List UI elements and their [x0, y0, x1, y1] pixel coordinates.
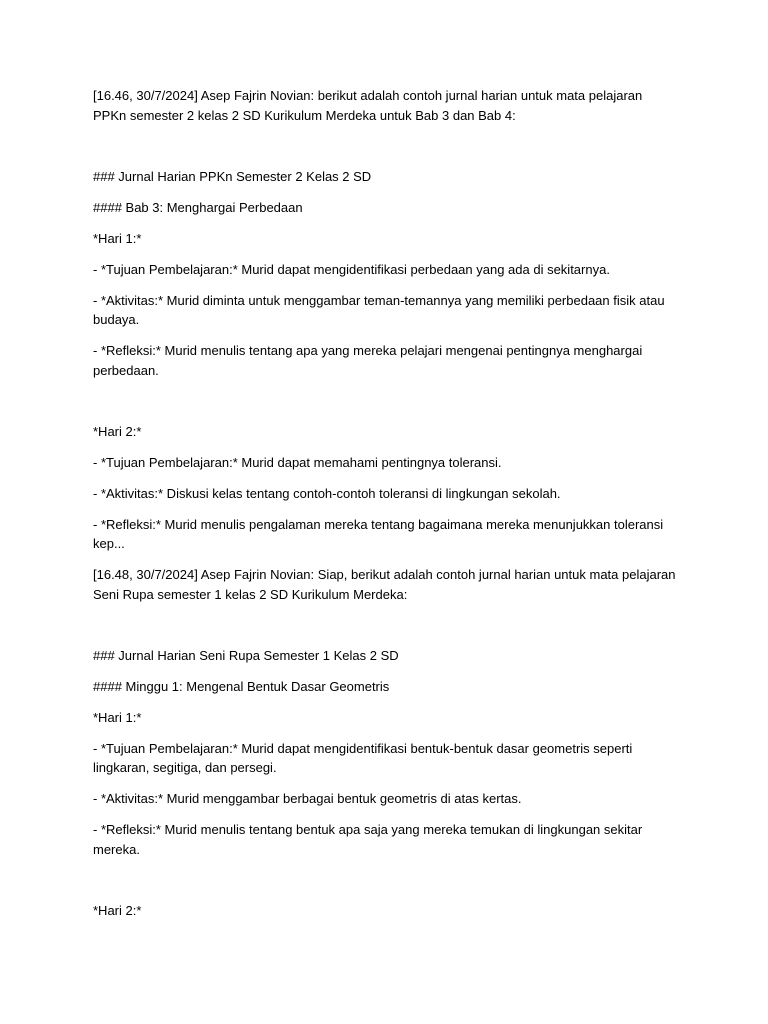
blank-line	[93, 871, 678, 901]
paragraph: *Hari 2:*	[93, 902, 142, 918]
paragraph: #### Bab 3: Menghargai Perbedaan	[93, 199, 303, 215]
paragraph: *Hari 1:*	[93, 230, 142, 246]
paragraph: - *Refleksi:* Murid menulis tentang apa yang mereka pelajari mengenai pentingnya menghargai perbedaan.	[93, 343, 643, 378]
blank-line	[93, 137, 678, 167]
paragraph: [16.48, 30/7/2024] Asep Fajrin Novian: Siap, berikut adalah contoh jurnal harian untuk mata pelajaran Seni Rupa semester 1 kelas 2 SD Kurikulum Merdeka:	[93, 567, 676, 602]
paragraph: - *Aktivitas:* Murid diminta untuk menggambar teman-temannya yang memiliki perbedaan fisik atau budaya.	[93, 292, 665, 327]
paragraph: *Hari 1:*	[93, 709, 142, 725]
paragraph: ### Jurnal Harian PPKn Semester 2 Kelas 2 SD	[93, 168, 372, 184]
blank-line	[93, 616, 678, 646]
paragraph: #### Minggu 1: Mengenal Bentuk Dasar Geometris	[93, 678, 390, 694]
blank-line	[93, 392, 678, 422]
paragraph: [16.46, 30/7/2024] Asep Fajrin Novian: berikut adalah contoh jurnal harian untuk mata pelajaran PPKn semester 2 kelas 2 SD Kurikulum Merdeka untuk Bab 3 dan Bab 4:	[93, 88, 643, 123]
paragraph: - *Aktivitas:* Diskusi kelas tentang contoh-contoh toleransi di lingkungan sekolah.	[93, 485, 561, 501]
paragraph: - *Tujuan Pembelajaran:* Murid dapat memahami pentingnya toleransi.	[93, 454, 502, 470]
paragraph: - *Refleksi:* Murid menulis tentang bentuk apa saja yang mereka temukan di lingkungan sekitar mereka.	[93, 822, 643, 857]
paragraph: *Hari 2:*	[93, 423, 142, 439]
document-page	[93, 86, 678, 932]
paragraph: - *Refleksi:* Murid menulis pengalaman mereka tentang bagaimana mereka menunjukkan toleransi kep...	[93, 516, 664, 551]
paragraph: - *Aktivitas:* Murid menggambar berbagai bentuk geometris di atas kertas.	[93, 791, 522, 806]
paragraph: - *Tujuan Pembelajaran:* Murid dapat mengidentifikasi perbedaan yang ada di sekitarnya.	[93, 261, 610, 277]
paragraph: - *Tujuan Pembelajaran:* Murid dapat mengidentifikasi bentuk-bentuk dasar geometris seperti lingkaran, segitiga, dan persegi.	[93, 740, 633, 775]
paragraph: ### Jurnal Harian Seni Rupa Semester 1 Kelas 2 SD	[93, 647, 399, 663]
